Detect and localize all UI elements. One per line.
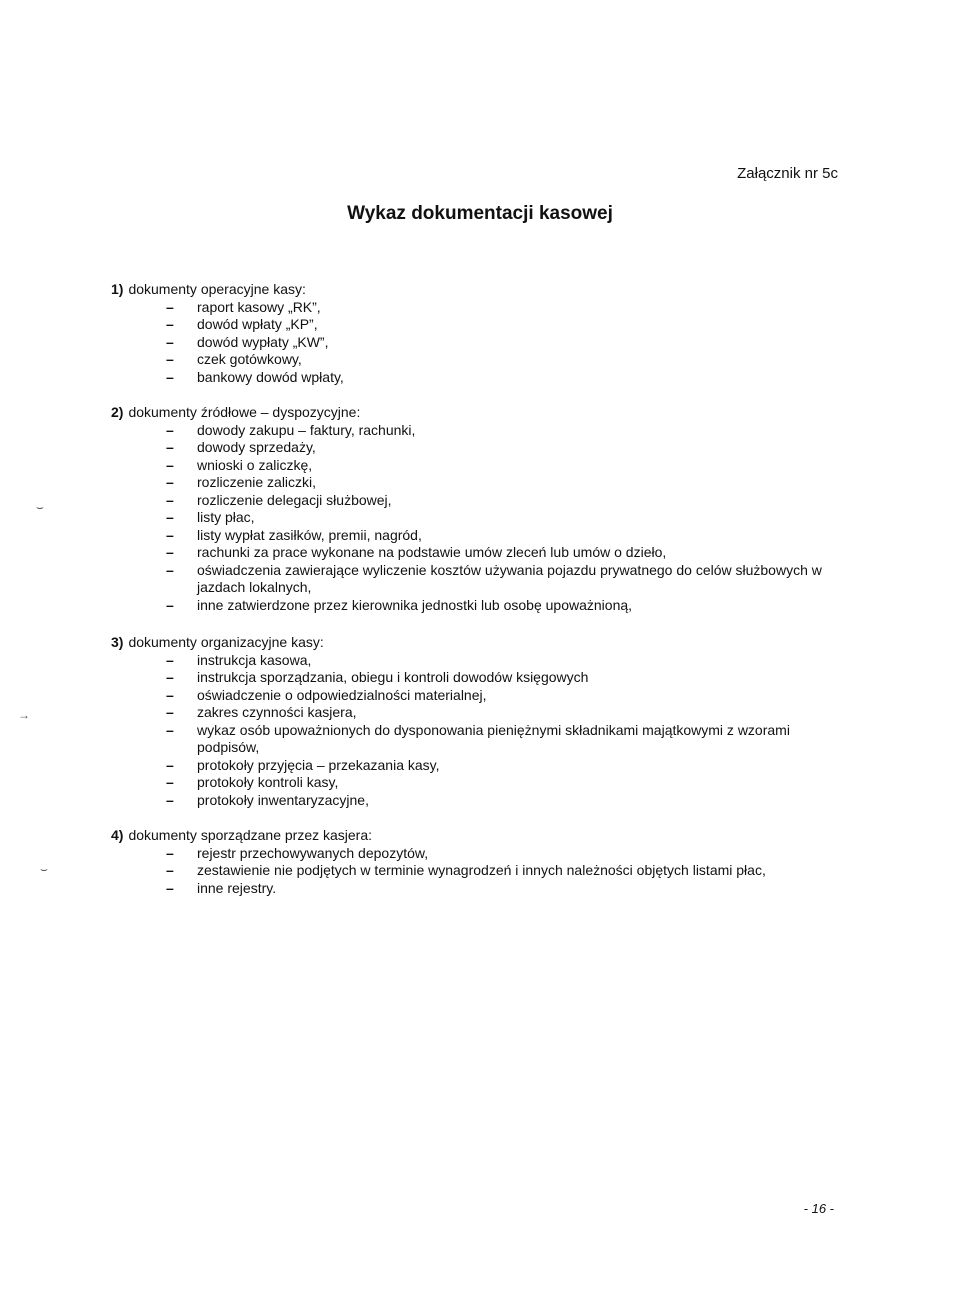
scan-artifact-mark: → [18,708,30,722]
list-dash: – [166,862,174,878]
list-item-text: rejestr przechowywanych depozytów, [197,844,429,861]
list-item-text: listy płac, [197,509,255,525]
list-dash: – [166,669,174,685]
list-item-text: rachunki za prace wykonane na podstawie umów zleceń lub umów o dzieło, [197,544,667,560]
list-item [111,704,841,722]
list-item-text: czek gotówkowy, [197,351,302,367]
list-item [111,757,841,775]
list-item [111,862,841,880]
list-item-text: dowody zakupu – faktury, rachunki, [197,421,416,438]
list-item [111,509,841,527]
section-3 [111,634,841,809]
list-dash: – [166,721,174,738]
item-list [111,845,841,898]
list-item [111,597,841,615]
list-dash: – [166,561,174,578]
list-dash: – [166,298,174,315]
list-item [111,652,841,670]
list-dash: – [166,879,174,896]
page-number: - 16 - [803,1201,834,1216]
list-item-text: rozliczenie zaliczki, [197,474,317,490]
section-2 [111,404,841,614]
list-item [111,722,841,757]
list-item-text: oświadczenia zawierające wyliczenie kosztów używania pojazdu prywatnego do celów służbowych w jazdach lokalnych, [197,561,822,595]
list-item-text: inne zatwierdzone przez kierownika jednostki lub osobę upoważnioną, [197,596,633,613]
list-dash: – [166,651,174,668]
section-number: 1) [111,281,124,297]
list-dash: – [166,333,174,350]
list-item [111,492,841,510]
list-item-text: dowód wypłaty „KW”, [197,333,329,350]
list-dash: – [166,526,174,543]
list-item [111,439,841,457]
section-heading-text: dokumenty organizacyjne kasy: [128,634,324,650]
list-dash: – [166,456,174,473]
list-item-text: instrukcja kasowa, [197,651,312,668]
section-number: 2) [111,404,124,420]
list-item-text: instrukcja sporządzania, obiegu i kontroli dowodów księgowych [197,669,589,685]
list-item-text: protokoły inwentaryzacyjne, [197,791,369,808]
item-list [111,652,841,810]
list-item-text: protokoły przyjęcia – przekazania kasy, [197,756,440,773]
section-4 [111,827,841,897]
list-item-text: dowód wpłaty „KP”, [197,316,318,332]
list-dash: – [166,704,174,720]
list-item [111,880,841,898]
list-dash: – [166,844,174,861]
document-title: Wykaz dokumentacji kasowej [347,203,613,224]
list-item-text: rozliczenie delegacji służbowej, [197,491,392,508]
section-number: 4) [111,827,124,843]
list-item [111,457,841,475]
list-item [111,351,841,369]
list-dash: – [166,351,174,367]
list-dash: – [166,491,174,508]
section-number: 3) [111,634,124,650]
list-item [111,334,841,352]
list-dash: – [166,791,174,808]
section-heading [111,281,841,299]
section-1 [111,281,841,386]
list-item [111,687,841,705]
list-item [111,316,841,334]
list-item [111,422,841,440]
list-item [111,774,841,792]
section-heading-text: dokumenty operacyjne kasy: [128,281,306,297]
list-item-text: inne rejestry. [197,879,277,896]
list-item [111,669,841,687]
list-item [111,792,841,810]
list-item [111,845,841,863]
list-item-text: zestawienie nie podjętych w terminie wynagrodzeń i innych należności objętych listami płac, [197,862,766,878]
section-heading-text: dokumenty sporządzane przez kasjera: [128,827,373,843]
list-item [111,474,841,492]
list-dash: – [166,439,174,455]
list-item-text: wnioski o zaliczkę, [197,456,313,473]
list-item-text: listy wypłat zasiłków, premii, nagród, [197,526,422,543]
scan-artifact-mark: ⌣ [36,500,44,514]
list-item [111,299,841,317]
list-dash: – [166,596,174,613]
list-item-text: zakres czynności kasjera, [197,704,357,720]
list-item-text: raport kasowy „RK”, [197,298,321,315]
list-dash: – [166,774,174,790]
list-item [111,369,841,387]
list-item-text: protokoły kontroli kasy, [197,774,339,790]
list-dash: – [166,509,174,525]
list-item [111,544,841,562]
list-dash: – [166,368,174,385]
section-heading-text: dokumenty źródłowe – dyspozycyjne: [128,404,361,420]
list-item [111,527,841,545]
annex-label: Załącznik nr 5c [737,165,838,182]
list-dash: – [166,421,174,438]
item-list [111,422,841,615]
list-dash: – [166,756,174,773]
item-list [111,299,841,387]
section-heading [111,634,841,652]
scan-artifact-mark: ⌣ [40,862,48,876]
list-item-text: bankowy dowód wpłaty, [197,368,344,385]
list-dash: – [166,316,174,332]
list-item-text: dowody sprzedaży, [197,439,316,455]
list-item-text: wykaz osób upoważnionych do dysponowania pieniężnymi składnikami majątkowymi z wzorami podpisów, [197,721,790,755]
list-dash: – [166,544,174,560]
section-heading [111,404,841,422]
list-item-text: oświadczenie o odpowiedzialności materialnej, [197,686,487,703]
list-item [111,562,841,597]
section-heading [111,827,841,845]
list-dash: – [166,474,174,490]
list-dash: – [166,686,174,703]
